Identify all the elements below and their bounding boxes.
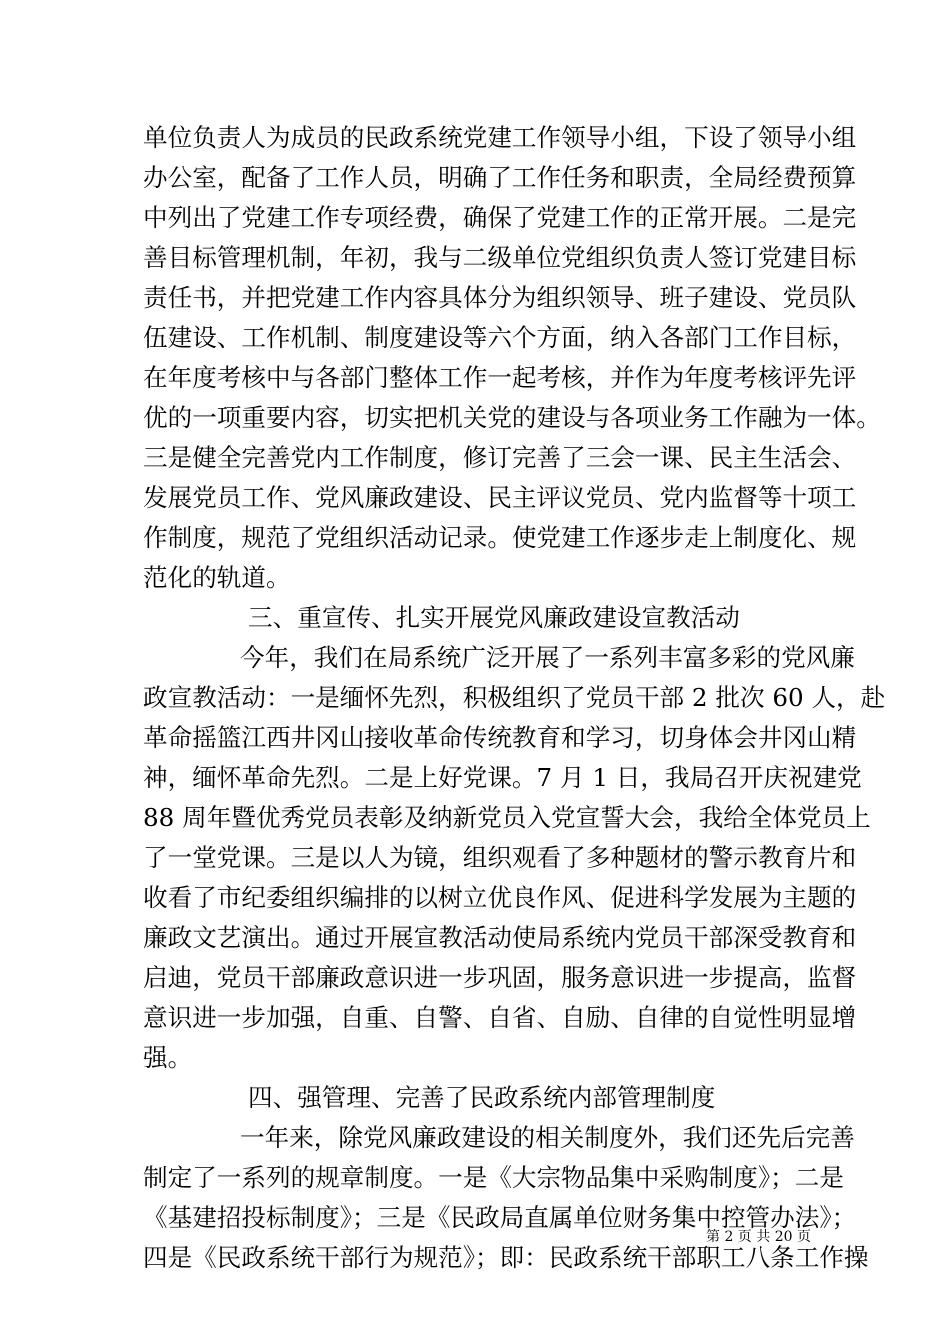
text-line: 范化的轨道。 bbox=[143, 563, 291, 592]
text-line: 了一堂党课。三是以人为镜，组织观看了多种题材的警示教育片和 bbox=[143, 843, 857, 872]
text-line: 《基建招投标制度》；三是《民政局直属单位财务集中控管办法》； bbox=[143, 1203, 857, 1232]
section-heading: 四、强管理、完善了民政系统内部管理制度 bbox=[248, 1083, 716, 1112]
text-line: 强。 bbox=[143, 1043, 193, 1072]
text-line: 革命摇篮江西井冈山接收革命传统教育和学习，切身体会井冈山精 bbox=[143, 723, 857, 752]
text-line: 88 周年暨优秀党员表彰及纳新党员入党宣誓大会，我给全体党员上 bbox=[143, 803, 871, 832]
text-line: 在年度考核中与各部门整体工作一起考核，并作为年度考核评先评 bbox=[143, 363, 857, 392]
text-line: 意识进一步加强，自重、自警、自省、自励、自律的自觉性明显增 bbox=[143, 1003, 857, 1032]
text-line: 优的一项重要内容，切实把机关党的建设与各项业务工作融为一体。 bbox=[143, 403, 881, 432]
text-line: 作制度，规范了党组织活动记录。使党建工作逐步走上制度化、规 bbox=[143, 523, 857, 552]
text-line: 责任书，并把党建工作内容具体分为组织领导、班子建设、党员队 bbox=[143, 283, 857, 312]
text-line: 政宣教活动：一是缅怀先烈，积极组织了党员干部 2 批次 60 人，赴 bbox=[143, 683, 886, 712]
text-line: 今年，我们在局系统广泛开展了一系列丰富多彩的党风廉 bbox=[240, 643, 855, 672]
text-line: 善目标管理机制，年初，我与二级单位党组织负责人签订党建目标 bbox=[143, 243, 857, 272]
section-heading: 三、重宣传、扎实开展党风廉政建设宣教活动 bbox=[248, 603, 740, 632]
page-number: 第 2 页 共 20 页 bbox=[706, 1229, 811, 1245]
text-line: 启迪，党员干部廉政意识进一步巩固，服务意识进一步提高，监督 bbox=[143, 963, 857, 992]
text-line: 收看了市纪委组织编排的以树立优良作风、促进科学发展为主题的 bbox=[143, 883, 857, 912]
text-line: 中列出了党建工作专项经费，确保了党建工作的正常开展。二是完 bbox=[143, 203, 857, 232]
text-line: 发展党员工作、党风廉政建设、民主评议党员、党内监督等十项工 bbox=[143, 483, 857, 512]
text-line: 四是《民政系统干部行为规范》；即：民政系统干部职工八条工作操 bbox=[143, 1243, 869, 1272]
text-line: 办公室，配备了工作人员，明确了工作任务和职责，全局经费预算 bbox=[143, 163, 857, 192]
text-line: 伍建设、工作机制、制度建设等六个方面，纳入各部门工作目标， bbox=[143, 323, 857, 352]
text-line: 廉政文艺演出。通过开展宣教活动使局系统内党员干部深受教育和 bbox=[143, 923, 857, 952]
text-line: 神，缅怀革命先烈。二是上好党课。7 月 1 日，我局召开庆祝建党 bbox=[143, 763, 862, 792]
text-line: 三是健全完善党内工作制度，修订完善了三会一课、民主生活会、 bbox=[143, 443, 857, 472]
text-line: 一年来，除党风廉政建设的相关制度外，我们还先后完善 bbox=[240, 1123, 855, 1152]
text-line: 单位负责人为成员的民政系统党建工作领导小组，下设了领导小组 bbox=[143, 123, 857, 152]
text-line: 制定了一系列的规章制度。一是《大宗物品集中采购制度》；二是 bbox=[143, 1163, 844, 1192]
